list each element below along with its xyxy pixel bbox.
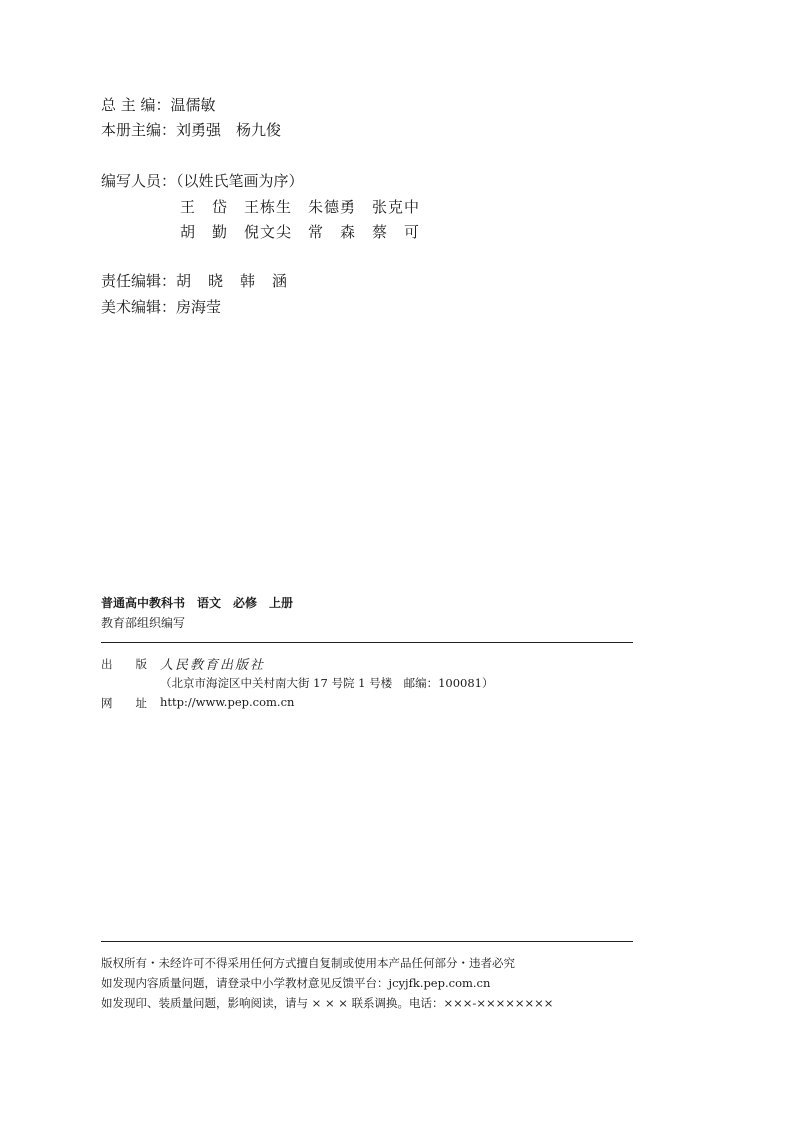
website-link[interactable]: http://www.pep.com.cn bbox=[160, 695, 295, 709]
website-label: 网 址 bbox=[101, 696, 147, 710]
compiled-by: 教育部组织编写 bbox=[101, 616, 186, 630]
quality-feedback-notice: 如发现内容质量问题，请登录中小学教材意见反馈平台：jcyjfk.pep.com.cn bbox=[101, 976, 491, 990]
responsible-editor-line bbox=[101, 268, 288, 294]
volume-editors-label: 本册主编： bbox=[101, 121, 177, 139]
copyright-notice: 版权所有・未经许可不得采用任何方式擅自复制或使用本产品任何部分・违者必究 bbox=[101, 956, 515, 970]
chief-editor-name: 温儒敏 bbox=[170, 96, 216, 114]
publisher-logo: 人民教育出版社 bbox=[160, 658, 266, 673]
volume-editors-names: 刘勇强 杨九俊 bbox=[176, 121, 282, 139]
book-series-title: 普通高中教科书 语文 必修 上册 bbox=[101, 596, 294, 610]
responsible-editor-names: 胡 晓 韩 涵 bbox=[176, 272, 289, 290]
print-issue-notice: 如发现印、装质量问题，影响阅读，请与 × × × 联系调换。电话：×××-×××××××× bbox=[101, 996, 554, 1010]
publisher-address: （北京市海淀区中关村南大街 17 号院 1 号楼 邮编：100081） bbox=[160, 676, 494, 690]
writers-row-2: 胡 勤 倪文尖 常 森 蔡 可 bbox=[180, 223, 421, 241]
volume-editors-line bbox=[101, 117, 281, 143]
publisher-label: 出 版 bbox=[101, 657, 147, 671]
art-editor-line bbox=[101, 294, 221, 320]
divider-top bbox=[101, 642, 633, 643]
art-editor-name: 房海莹 bbox=[176, 298, 222, 316]
art-editor-label: 美术编辑： bbox=[101, 298, 177, 316]
writers-label: 编写人员：（以姓氏笔画为序） bbox=[101, 172, 304, 190]
writers-row-1: 王 岱 王栋生 朱德勇 张克中 bbox=[180, 198, 421, 216]
chief-editor-line bbox=[101, 92, 216, 118]
responsible-editor-label: 责任编辑： bbox=[101, 272, 177, 290]
divider-bottom bbox=[101, 941, 633, 942]
chief-editor-label: 总 主 编： bbox=[101, 96, 171, 114]
